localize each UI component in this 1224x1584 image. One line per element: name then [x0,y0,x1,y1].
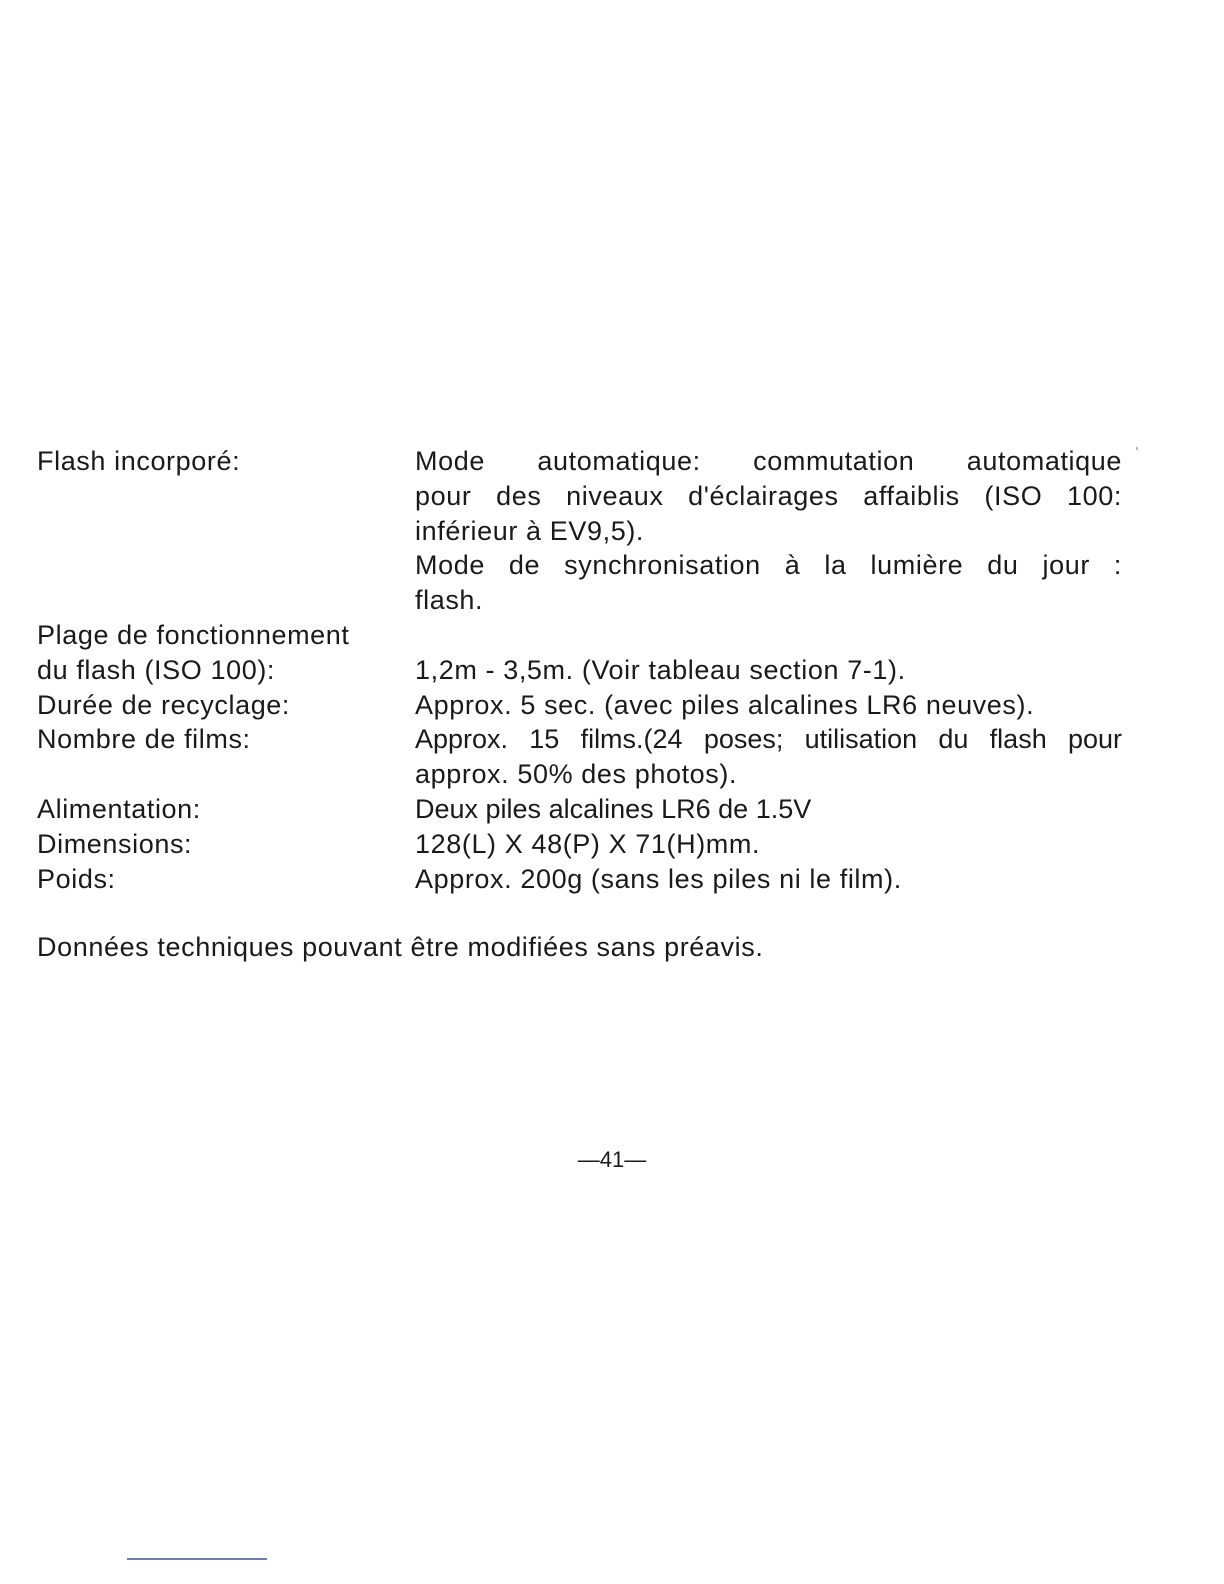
spec-value-line: Mode automatique: commutation automatique [415,446,1122,476]
spec-value-line: Deux piles alcalines LR6 de 1.5V [415,793,812,824]
spec-value [415,444,1122,618]
spec-value-line: 1,2m - 3,5m. (Voir tableau section 7-1). [415,654,906,685]
spec-row-recycle [37,688,1122,723]
spec-label: Poids: [37,863,116,894]
spec-value [415,722,1122,792]
spec-table [37,444,1122,896]
spec-row-alimentation [37,792,1122,827]
spec-value-line: Approx. 200g (sans les piles ni le film). [415,863,902,894]
spec-row-plage [37,618,1122,653]
spec-value-line: inférieur à EV9,5). [415,515,645,546]
spec-value [415,792,1122,827]
spec-label: Nombre de films: [37,724,251,755]
spec-value [415,653,1122,688]
spec-value-line: approx. 50% des photos). [415,759,738,790]
spec-value [415,688,1122,723]
spec-label: Alimentation: [37,793,201,824]
disclaimer-notice: Données techniques pouvant être modifiées sans préavis. [37,932,764,962]
spec-value-line: flash. [415,585,484,616]
spec-row-films [37,722,1122,792]
spec-row-flash [37,444,1122,618]
scan-speck [1136,447,1138,450]
spec-label: Flash incorporé: [37,446,241,476]
spec-value [415,862,1122,897]
spec-row-poids [37,862,1122,897]
spec-value-line: 128(L) X 48(P) X 71(H)mm. [415,828,761,859]
footer-rule [127,1558,267,1560]
spec-row-dimensions [37,827,1122,862]
spec-label: Durée de recyclage: [37,689,291,720]
spec-label: Plage de fonctionnement [37,619,350,650]
page-number: —41— [577,1147,647,1172]
spec-row-flash-range [37,653,1122,688]
spec-value-line: Approx. 15 films.(24 poses; utilisation du flash pour [415,724,1122,755]
spec-value-line: pour des niveaux d'éclairages affaiblis (ISO 100: [415,480,1122,511]
spec-label: du flash (ISO 100): [37,654,276,685]
spec-value [415,827,1122,862]
spec-value-line: Mode de synchronisation à la lumière du jour : [415,550,1122,581]
spec-label: Dimensions: [37,828,193,859]
spec-value-line: Approx. 5 sec. (avec piles alcalines LR6 neuves). [415,689,1035,720]
